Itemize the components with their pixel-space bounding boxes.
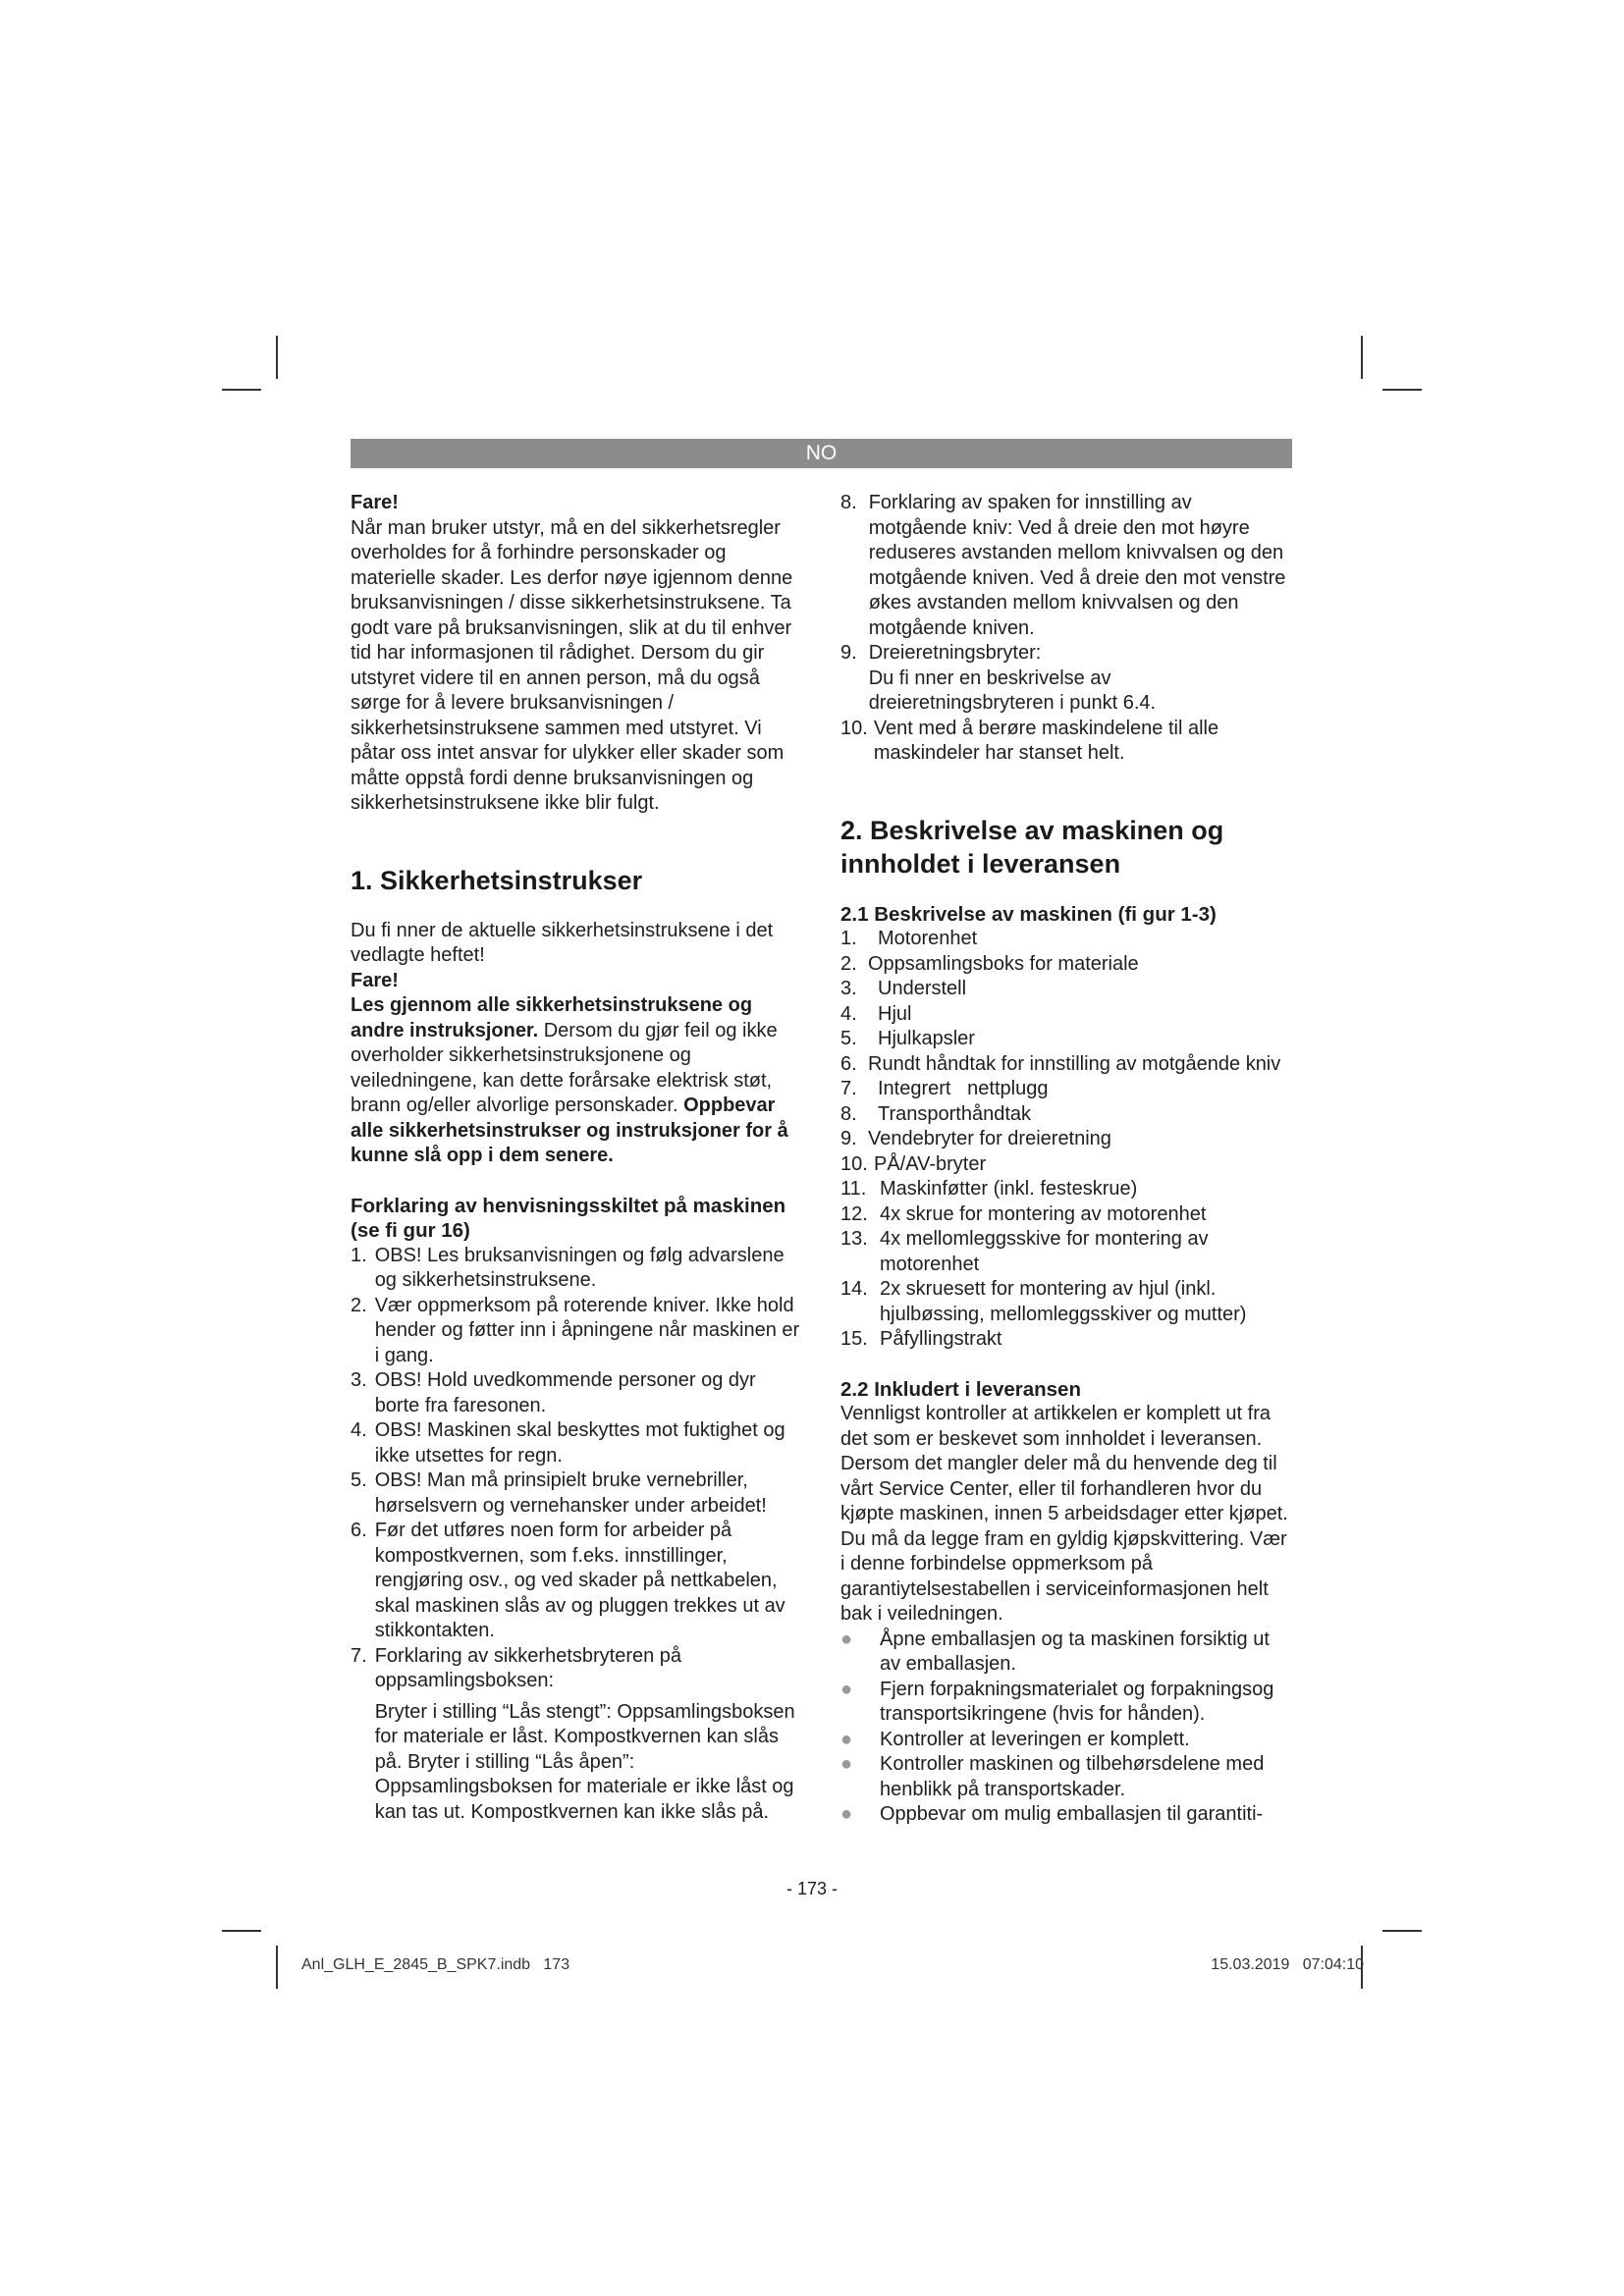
item-7-text: Forklaring av sikkerhetsbryteren på oppsamlingsboksen: xyxy=(374,1644,682,1691)
item-text: OBS! Maskinen skal beskyttes mot fuktighet og ikke utsettes for regn. xyxy=(374,1419,785,1467)
warning-normal: Dersom du gjør feil og ikke overholder sikkerhetsinstruksjonene og veiledningene, kan dette forårsake elektrisk støt, brann og/eller alvorlige personskader. xyxy=(351,1019,778,1116)
crop-mark xyxy=(1361,336,1363,379)
page-number: - 173 - xyxy=(785,1879,839,1898)
item-text: Integrert nettplugg xyxy=(878,1078,1049,1099)
bullet-list xyxy=(840,1628,1292,1828)
item-text: 4x skrue for montering av motorenhet xyxy=(880,1202,1207,1225)
warning-paragraph xyxy=(351,993,804,1169)
list-item xyxy=(351,1519,804,1644)
item-text: OBS! Les bruksanvisningen og følg advarslene og sikkerhetsinstruksene. xyxy=(374,1244,785,1291)
item-number: 14. xyxy=(840,1278,868,1300)
label-list-continued xyxy=(840,491,1292,767)
language-bar: NO xyxy=(351,439,1292,468)
crop-mark xyxy=(1382,1930,1422,1932)
bullet-text: Oppbevar om mulig emballasjen til garantiti- xyxy=(880,1803,1264,1825)
list-item xyxy=(840,491,1292,641)
bullet-item xyxy=(840,1678,1292,1728)
delivery-contents-heading: 2.2 Inkludert i leveransen xyxy=(840,1377,1081,1401)
item-number: 9. xyxy=(840,642,857,664)
list-item xyxy=(840,1027,1292,1052)
list-item xyxy=(840,927,1292,952)
list-item xyxy=(351,1468,804,1519)
crop-mark xyxy=(276,1946,278,1989)
section-heading-2: 2. Beskrivelse av maskinen og innholdet i leveransen xyxy=(840,815,1224,879)
item-text: PÅ/AV-bryter xyxy=(874,1152,987,1175)
item-number: 3. xyxy=(840,978,857,999)
bullet-item xyxy=(840,1728,1292,1753)
list-item xyxy=(840,1077,1292,1102)
bullet-text: Kontroller at leveringen er komplett. xyxy=(880,1728,1190,1750)
item-number: 2. xyxy=(351,1294,367,1316)
bullet-text: Fjern forpakningsmaterialet og forpakningsog transportsikringene (hvis for hånden). xyxy=(880,1678,1274,1725)
item-number: 8. xyxy=(840,1102,857,1125)
list-item xyxy=(840,717,1292,767)
item-text: Hjul xyxy=(878,1002,912,1025)
machine-description-heading: 2.1 Beskrivelse av maskinen (fi gur 1-3) xyxy=(840,902,1217,926)
bullet-item xyxy=(840,1802,1292,1828)
item-number: 1. xyxy=(351,1244,367,1266)
list-item xyxy=(840,977,1292,1002)
item-text: Rundt håndtak for innstilling av motgående kniv xyxy=(868,1052,1281,1075)
bullet-text: Åpne emballasjen og ta maskinen forsiktig ut av emballasjen. xyxy=(880,1628,1270,1675)
print-date: 15.03.2019 07:04:10 xyxy=(1211,1956,1364,1973)
item-text: Vent med å berøre maskindelene til alle maskindeler har stanset helt. xyxy=(873,717,1219,764)
item-text: Vær oppmerksom på roterende kniver. Ikke hold hender og føtter inn i åpningene når maskinen er i gang. xyxy=(374,1294,800,1366)
list-item xyxy=(351,1644,804,1826)
item-text: 2x skruesett for montering av hjul (inkl. hjulbøssing, mellomleggsskiver og mutter) xyxy=(880,1278,1247,1325)
item-text: 4x mellomleggsskive for montering av motorenhet xyxy=(880,1228,1209,1275)
section-heading-1: 1. Sikkerhetsinstrukser xyxy=(351,865,643,895)
item-number: 10. xyxy=(840,717,868,739)
bullet-text: Kontroller maskinen og tilbehørsdelene med henblikk på transportskader. xyxy=(880,1753,1265,1800)
item-text xyxy=(857,641,1292,717)
file-info: Anl_GLH_E_2845_B_SPK7.indb 173 xyxy=(301,1956,570,1973)
item-text: Påfyllingstrakt xyxy=(880,1328,1002,1350)
crop-mark xyxy=(222,1930,261,1932)
list-item xyxy=(840,1002,1292,1028)
list-item xyxy=(351,1368,804,1418)
crop-mark xyxy=(222,389,261,391)
warning-bold-2: Oppbevar alle sikkerhetsinstrukser og instruksjoner for å kunne slå opp i dem senere. xyxy=(351,1095,788,1166)
item-text: Understell xyxy=(878,978,967,999)
list-item xyxy=(840,1227,1292,1277)
item-7-extra: Bryter i stilling “Lås stengt”: Oppsamlingsboksen for materiale er låst. Kompostkvernen kan slås på. Bryter i stilling “Lås åpen”: Oppsamlingsboksen for materiale er ikke låst og kan tas ut. Kompostkvernen kan ikke slås på. xyxy=(374,1700,795,1823)
bullet-icon: ● xyxy=(840,1753,853,1775)
item-number: 4. xyxy=(351,1419,367,1441)
list-item xyxy=(840,1102,1292,1128)
parts-list xyxy=(840,927,1292,1353)
item-text: Vendebryter for dreieretning xyxy=(868,1128,1111,1149)
item-number: 4. xyxy=(840,1002,857,1025)
item-number: 9. xyxy=(840,1128,857,1149)
item-number: 12. xyxy=(840,1202,868,1225)
crop-mark xyxy=(276,336,278,379)
item-number: 10. xyxy=(840,1152,868,1175)
list-item xyxy=(840,1202,1292,1228)
bullet-icon: ● xyxy=(840,1803,853,1825)
list-item xyxy=(351,1294,804,1369)
bullet-item xyxy=(840,1752,1292,1802)
list-item xyxy=(840,952,1292,978)
bullet-icon: ● xyxy=(840,1678,853,1700)
safety-note: Du fi nner de aktuelle sikkerhetsinstruksene i det vedlagte heftet! xyxy=(351,919,774,966)
item-number: 2. xyxy=(840,952,857,975)
item-number: 7. xyxy=(840,1078,857,1099)
item-text: Transporthåndtak xyxy=(878,1102,1032,1125)
bullet-icon: ● xyxy=(840,1728,853,1750)
item-number: 3. xyxy=(351,1369,367,1391)
danger-title-2: Fare! xyxy=(351,969,399,991)
item-text: Oppsamlingsboks for materiale xyxy=(868,952,1139,975)
item-9-text: Dreieretningsbryter: xyxy=(868,642,1042,664)
item-text: Motorenhet xyxy=(878,928,978,949)
bullet-item xyxy=(840,1628,1292,1678)
item-number: 5. xyxy=(351,1469,367,1491)
item-number: 7. xyxy=(351,1644,367,1667)
item-number: 8. xyxy=(840,492,857,513)
bullet-icon: ● xyxy=(840,1628,853,1650)
list-item xyxy=(840,641,1292,717)
item-number: 5. xyxy=(840,1028,857,1049)
item-text: OBS! Man må prinsipielt bruke vernebriller, hørselsvern og vernehansker under arbeidet! xyxy=(374,1469,767,1517)
left-column xyxy=(351,491,804,1825)
item-9-extra: Du fi nner en beskrivelse av dreieretningsbryteren i punkt 6.4. xyxy=(868,667,1157,714)
item-text: Før det utføres noen form for arbeider på kompostkvernen, som f.eks. innstillinger, rengjøring osv., og ved skader på nettkabelen, skal maskinen slås av og pluggen trekkes ut av stikkontakten. xyxy=(374,1520,785,1641)
item-text: Forklaring av spaken for innstilling av motgående kniv: Ved å dreie den mot høyre reduseres avstanden mellom knivvalsen og den motgående kniven. Ved å dreie den mot venstre økes avstanden mellom knivvalsen og den motgående kniven. xyxy=(868,492,1286,639)
list-item xyxy=(840,1127,1292,1152)
right-column xyxy=(840,491,1292,1828)
list-item xyxy=(840,1177,1292,1202)
list-item xyxy=(840,1052,1292,1078)
label-explanation-heading: Forklaring av henvisningsskiltet på maskinen (se fi gur 16) xyxy=(351,1194,786,1242)
danger-title: Fare! xyxy=(351,492,399,513)
item-number: 13. xyxy=(840,1228,868,1250)
item-number: 6. xyxy=(840,1052,857,1075)
item-text xyxy=(367,1644,804,1826)
warning-bold-1: Les gjennom alle sikkerhetsinstruksene og andre instruksjoner. xyxy=(351,994,753,1041)
list-item xyxy=(840,1327,1292,1353)
list-item xyxy=(840,1277,1292,1327)
delivery-paragraph: Vennligst kontroller at artikkelen er komplett ut fra det som er beskevet som innholdet i leveransen. Dersom det mangler deler må du henvende deg til vårt Service Center, eller til forhandleren hvor du kjøpte maskinen, innen 5 arbeidsdager etter kjøpet. Du må da legge fram en gyldig kjøpskvittering. Vær i denne forbindelse oppmerksom på garantiytelsestabellen i serviceinformasjonen helt bak i veiledningen. xyxy=(840,1403,1288,1625)
item-number: 15. xyxy=(840,1328,868,1350)
intro-paragraph: Når man bruker utstyr, må en del sikkerhetsregler overholdes for å forhindre personskader og materielle skader. Les derfor nøye igjennom denne bruksanvisningen / disse sikkerhetsinstruksene. Ta godt vare på bruksanvisningen, slik at du til enhver tid har informasjonen til rådighet. Dersom du gir utstyret videre til en annen person, må du også sørge for å levere bruksanvisningen / sikkerhetsinstruksene sammen med utstyret. Vi påtar oss intet ansvar for ulykker eller skader som måtte oppstå fordi denne bruksanvisningen og sikkerhetsinstruksene ikke blir fulgt. xyxy=(351,516,793,814)
item-number: 1. xyxy=(840,928,857,949)
item-number: 6. xyxy=(351,1520,367,1541)
label-list xyxy=(351,1244,804,1826)
item-number: 11. xyxy=(840,1178,867,1200)
item-text: OBS! Hold uvedkommende personer og dyr borte fra faresonen. xyxy=(374,1369,756,1416)
list-item xyxy=(840,1152,1292,1178)
item-text: Maskinføtter (inkl. festeskrue) xyxy=(880,1178,1138,1200)
crop-mark xyxy=(1382,389,1422,391)
list-item xyxy=(351,1418,804,1468)
list-item xyxy=(351,1244,804,1294)
item-text: Hjulkapsler xyxy=(878,1028,975,1049)
